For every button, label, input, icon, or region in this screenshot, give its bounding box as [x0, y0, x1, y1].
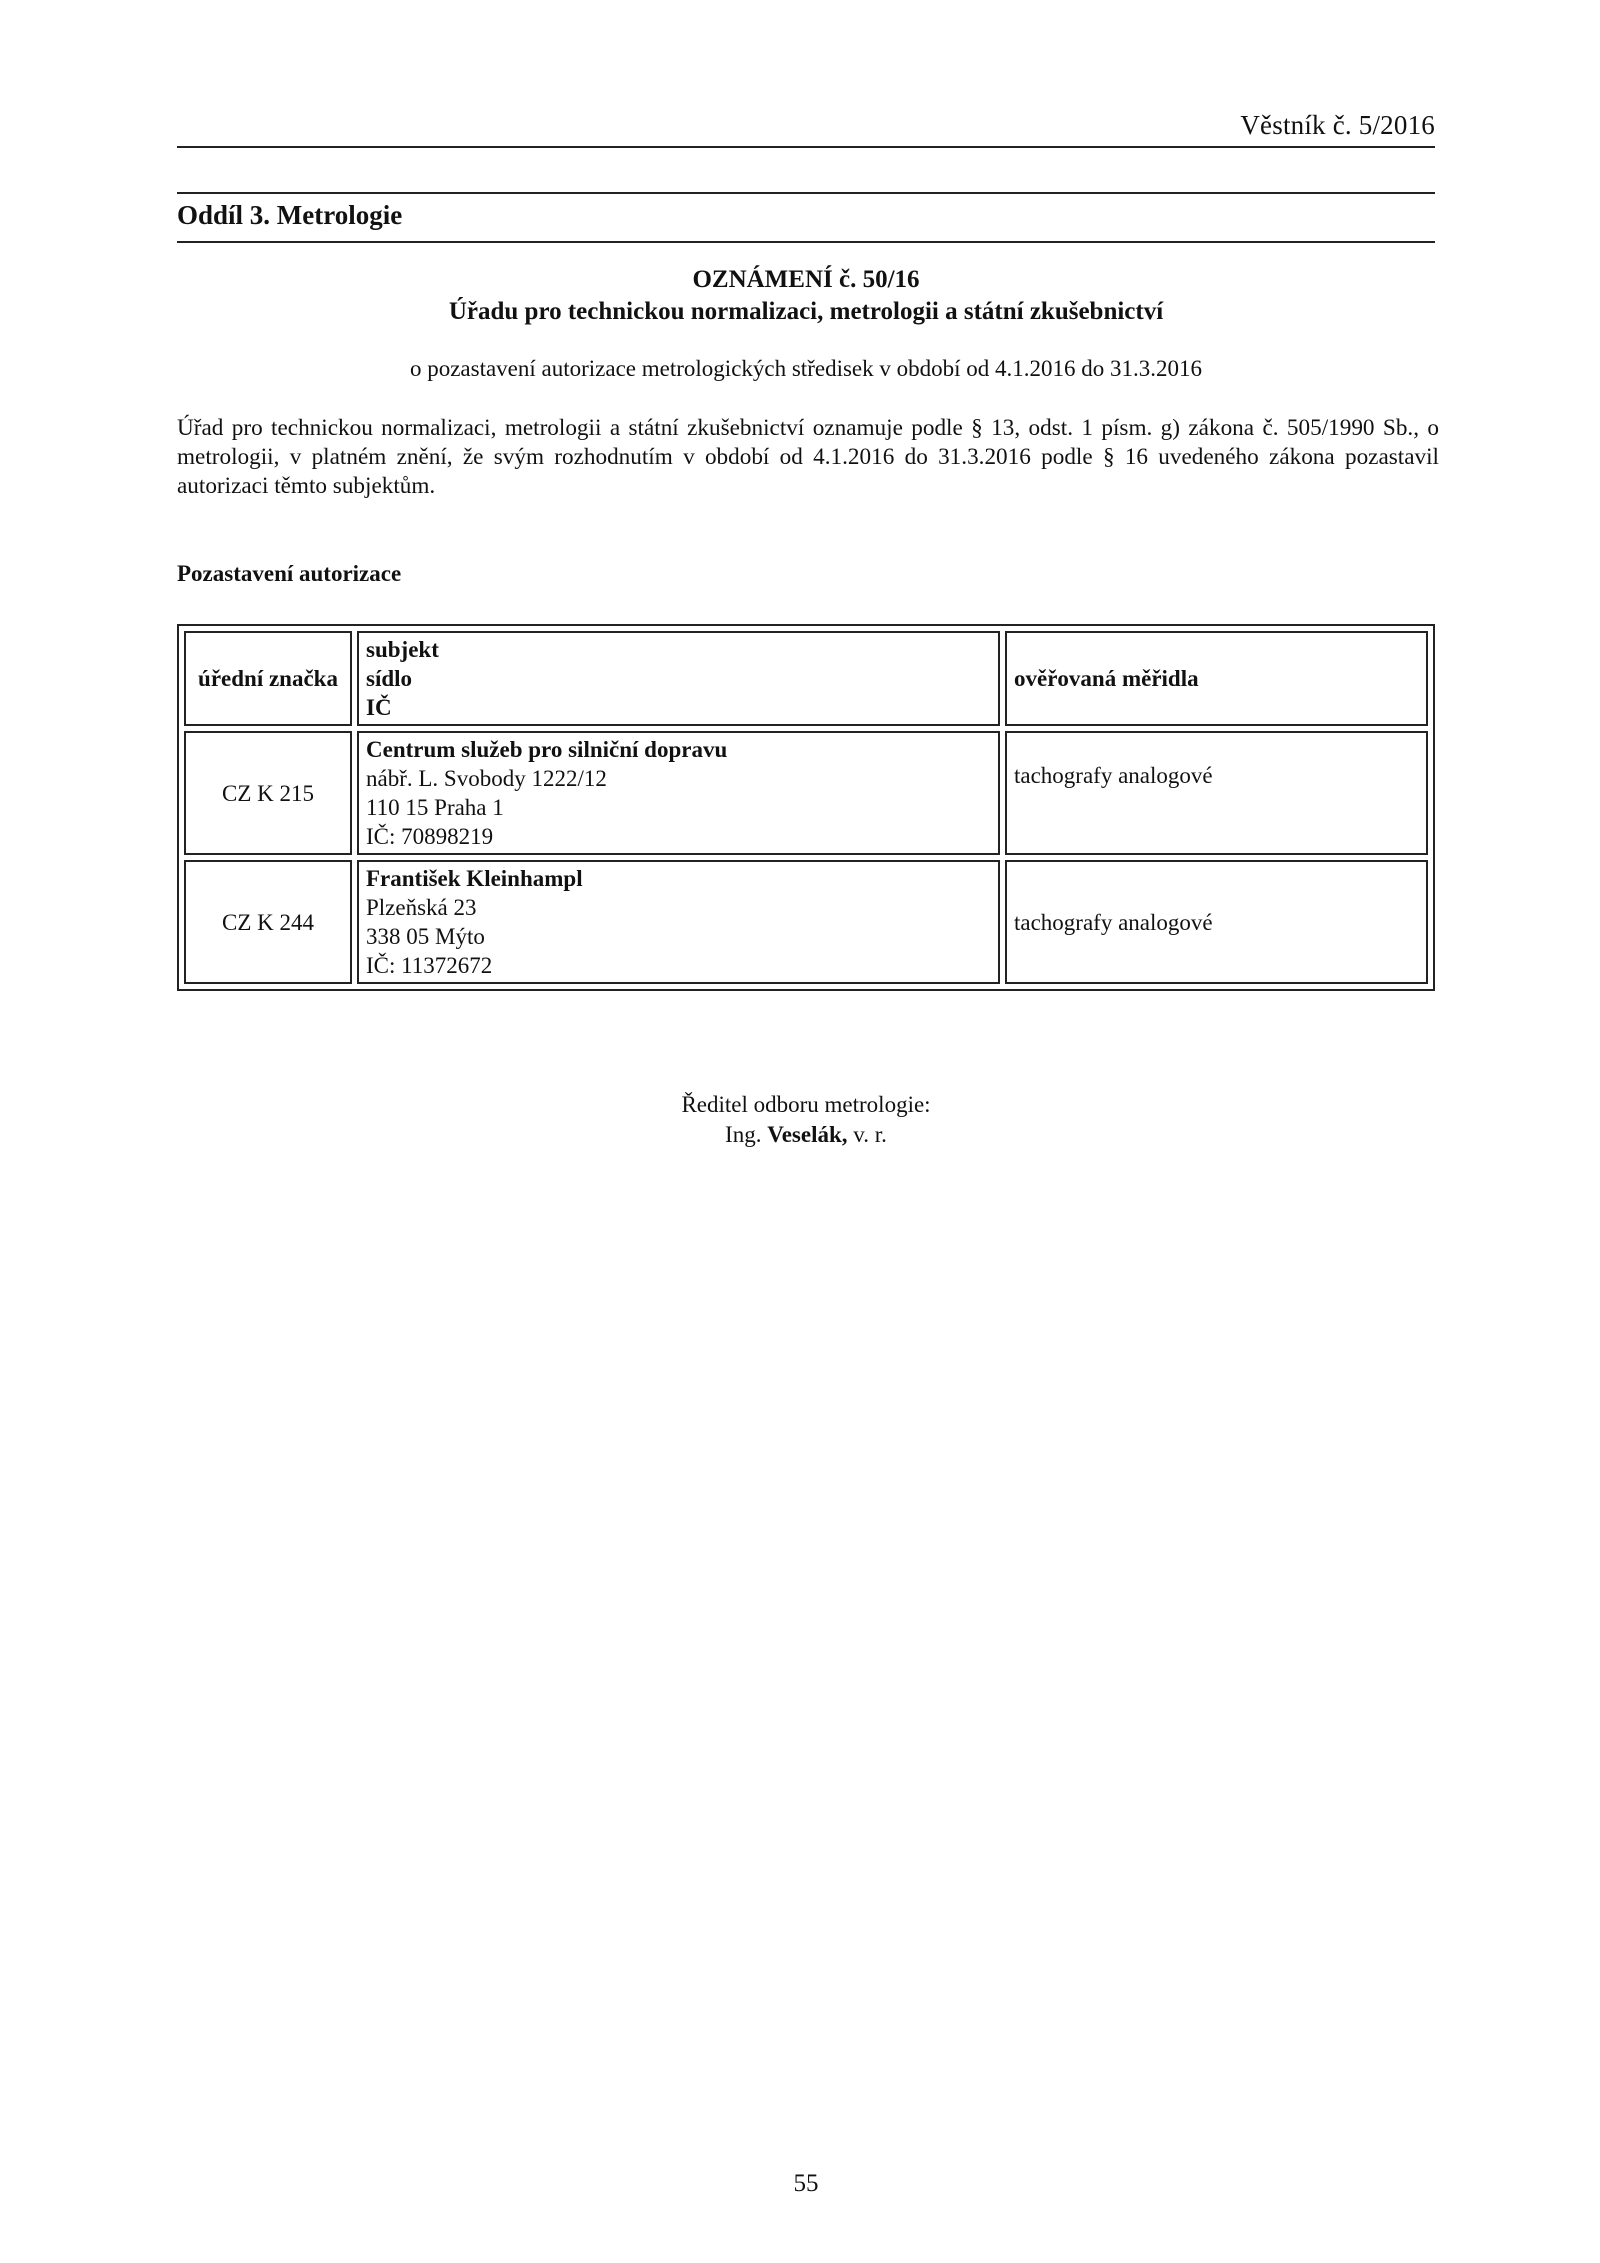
header-seat-label: sídlo: [366, 666, 413, 691]
table-row: [184, 731, 1428, 855]
row-code: CZ K 215: [184, 731, 352, 855]
row-gauges: tachografy analogové: [1005, 860, 1428, 984]
row-subject-name: František Kleinhampl: [366, 866, 583, 891]
row-address-line2: 338 05 Mýto: [366, 924, 485, 949]
row-ic: IČ: 70898219: [366, 824, 494, 849]
notice-authority: Úřadu pro technickou normalizaci, metrologii a státní zkušebnictví: [448, 298, 1164, 325]
row-ic: IČ: 11372672: [366, 953, 493, 978]
row-code: CZ K 244: [184, 860, 352, 984]
section-top-rule: [177, 192, 1435, 194]
row-subject: [357, 860, 1000, 984]
notice-title: OZNÁMENÍ č. 50/16: [692, 266, 920, 293]
authorization-table: [177, 624, 1435, 991]
signature-name: [177, 1122, 1435, 1148]
row-address-line1: nábř. L. Svobody 1222/12: [366, 766, 607, 791]
signature-name-suffix: v. r.: [853, 1122, 887, 1147]
notice-subject: o pozastavení autorizace metrologických středisek v období od 4.1.2016 do 31.3.2016: [409, 356, 1203, 381]
row-subject-name: Centrum služeb pro silniční dopravu: [366, 737, 728, 762]
header-rule: [177, 146, 1435, 148]
signature-surname: Veselák,: [767, 1122, 848, 1147]
running-header: Věstník č. 5/2016: [1240, 110, 1435, 140]
signature-role: Ředitel odboru metrologie:: [681, 1092, 931, 1117]
section-title: Oddíl 3. Metrologie: [177, 200, 403, 230]
header-gauges: ověřovaná měřidla: [1005, 631, 1428, 726]
header-subject-label: subjekt: [366, 637, 439, 662]
row-address-line2: 110 15 Praha 1: [366, 795, 504, 820]
row-address-line1: Plzeňská 23: [366, 895, 477, 920]
table-heading: Pozastavení autorizace: [177, 561, 402, 586]
notice-paragraph: Úřad pro technickou normalizaci, metrologii a státní zkušebnictví oznamuje podle § 13, odst. 1 písm. g) zákona č. 505/1990 Sb., o metrologii, v platném znění, že svým rozhodnutím v období od 4.1.2016 do 31.3.2016 podle § 16 uvedeného zákona pozastavil autorizaci těmto subjektům.: [177, 415, 1439, 499]
row-subject: [357, 731, 1000, 855]
signature-name-prefix: Ing.: [725, 1122, 762, 1147]
header-subject: [357, 631, 1000, 726]
header-code: úřední značka: [184, 631, 352, 726]
page-number: 55: [793, 2170, 819, 2197]
table-header-row: [184, 631, 1428, 726]
header-ic-label: IČ: [366, 695, 392, 720]
section-bottom-rule: [177, 241, 1435, 243]
table-row: [184, 860, 1428, 984]
row-gauges: tachografy analogové: [1005, 731, 1428, 855]
